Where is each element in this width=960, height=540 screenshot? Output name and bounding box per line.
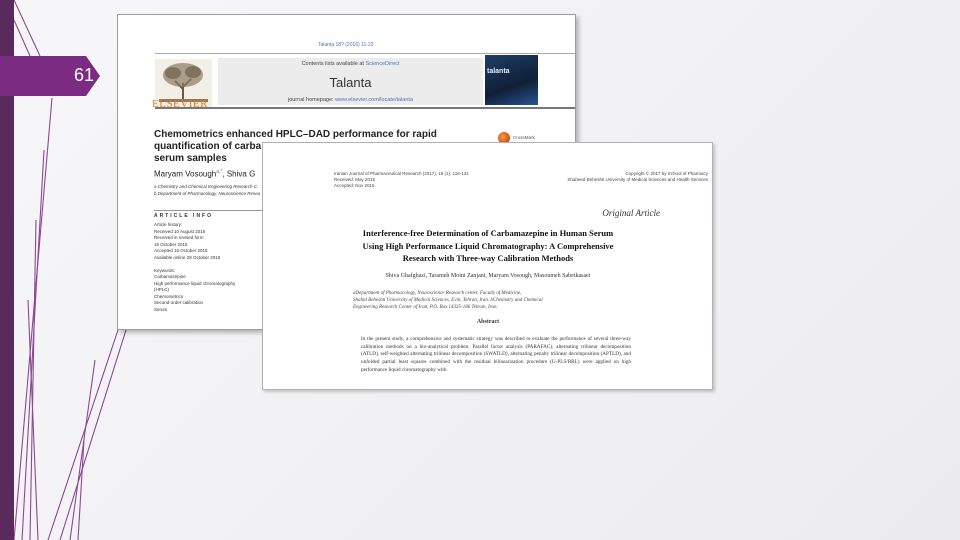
article-history <box>154 222 235 313</box>
article-info-label: ARTICLE INFO <box>154 213 213 219</box>
journal-cover-title: talanta <box>487 68 510 75</box>
journal-info-line: Accepted: Nov 2015 <box>334 183 375 188</box>
contents-prefix: Contents lists available at <box>301 61 366 67</box>
paper2-journal-info <box>334 171 469 189</box>
paper1-citation: Talanta 18? (2016) 11-23 <box>318 42 374 48</box>
contents-line <box>218 61 483 67</box>
journal-info-line: Received: May 2015 <box>334 177 376 182</box>
history-line: Carbamazepine <box>154 274 186 279</box>
publisher-name: ELSEVIER <box>152 98 208 110</box>
affiliation-line: b Department of Pharmacology, Neuroscience Resea <box>154 191 261 196</box>
affiliation-line: a Chemistry and Chemical Engineering Research C <box>154 184 258 189</box>
homepage-prefix: journal homepage: <box>287 97 336 103</box>
crossmark-label: CrossMark <box>513 135 535 140</box>
journal-cover-image <box>485 55 538 105</box>
history-line: Accepted 16 October 2015 <box>154 248 208 253</box>
paper1-title-line: serum samples <box>154 153 227 164</box>
paper2-title-line: Research with Three-way Calibration Methods <box>402 253 574 263</box>
slide-number: 61 <box>74 65 95 85</box>
paper2-affiliations <box>353 290 643 311</box>
author-name-2: , Shiva G <box>222 169 256 179</box>
history-line: Serum <box>154 306 168 312</box>
abstract-heading: Abstract <box>476 319 500 325</box>
paper1-title-line: Chemometrics enhanced HPLC–DAD performance for rapid <box>154 129 437 140</box>
affiliation-line: Engineering Research Center of Iran, P.O. Box 14335-186 Tehran, Iran. <box>353 305 498 310</box>
paper1-title-line: quantification of carba <box>154 141 262 152</box>
copyright-line: Shaheed Beheshti University of Medical Sciences and Health Services <box>567 177 708 182</box>
sciencedirect-link[interactable]: ScienceDirect <box>365 61 400 67</box>
copyright-line: Copyright © 2017 by School of Pharmacy <box>625 171 708 176</box>
history-line: Received in revised form <box>154 235 204 240</box>
affiliation-line: aDepartment of Pharmacology, Neuroscience Research center, Faculty of Medicine, <box>353 291 522 296</box>
affiliation-line: Shahid Beheshti University of Medical Sciences, Evin, Tehran, Iran. bChemistry and Chemical <box>353 298 543 303</box>
paper2-authors: Shiva Ghafghazi, Tarameh Moini Zanjani, Maryam Vosough, Masoumeh Sabetkasaei <box>385 273 591 279</box>
paper1-authors <box>154 169 255 179</box>
history-line: Article history: <box>154 222 183 227</box>
history-line: Chemometrics <box>154 293 184 299</box>
history-line: (HPLC) <box>154 287 170 292</box>
history-line: Received 10 August 2015 <box>154 228 206 234</box>
author-name: Maryam Vosough <box>154 169 217 179</box>
homepage-link[interactable]: www.elsevier.com/locate/talanta <box>335 97 414 103</box>
history-line: Keywords: <box>154 267 176 273</box>
history-line: High performance liquid chromatography <box>154 280 236 286</box>
paper2-title-line: Using High Performance Liquid Chromatography: A Comprehensive <box>362 240 614 251</box>
paper2-title-line: Interference-free Determination of Carbamazepine in Human Serum <box>362 228 614 238</box>
journal-name: Talanta <box>329 75 372 90</box>
paper2-title <box>323 227 653 265</box>
author-marks: a,* <box>216 169 223 175</box>
homepage-line <box>218 97 483 103</box>
divider <box>154 210 264 211</box>
abstract-text: In the present study, a comprehensive and systematic strategy was described to evaluate the performance of several three-way calibration methods on a bio-analytical problem. Parallel factor analysis (PARAFAC), alternating trilinear decomposition (ATLD), self-weighted alternating trilinear decomposition (SWATLD), alternating penalty trilinear decomposition (APTLD), and unfolded partial least squares combined with the residual bilinearization procedure (U-PLS/RBL) were applied on high performance liquid chromatography with <box>361 336 631 373</box>
journal-info-line: Iranian Journal of Pharmaceutical Research (2017), 16 (1): 116-131 <box>334 171 469 176</box>
paper1-affiliations <box>154 183 260 197</box>
paper-ijpr <box>262 142 713 390</box>
history-line: Available online 28 October 2015 <box>154 254 221 260</box>
history-line: Second-order calibration <box>154 300 204 305</box>
paper2-copyright <box>543 171 708 183</box>
article-type-label: Original Article <box>602 208 660 218</box>
history-line: 15 October 2015 <box>154 241 188 247</box>
